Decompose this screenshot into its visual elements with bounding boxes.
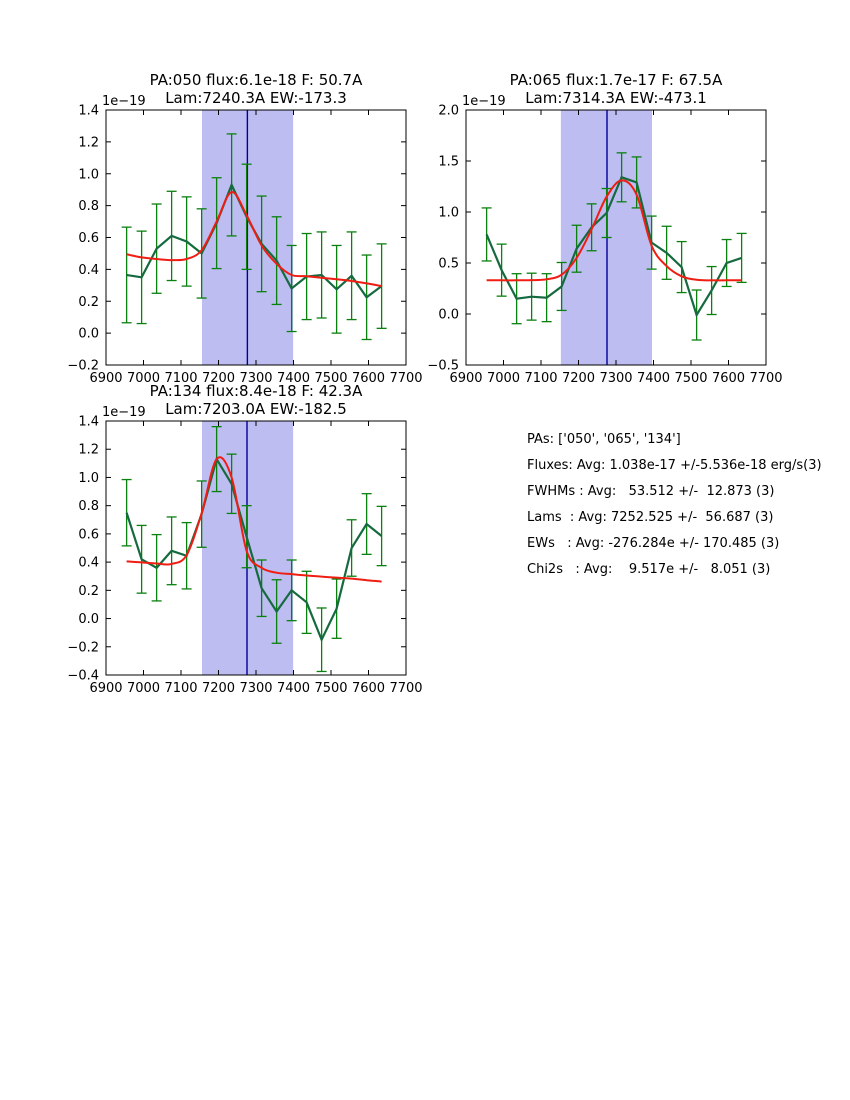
spectrum-chart-2 xyxy=(396,62,792,399)
y-tick-label: 1.2 xyxy=(78,442,99,458)
y-tick-label: 0.6 xyxy=(78,527,99,543)
x-tick-label: 7600 xyxy=(711,371,746,386)
y-tick-label: 1.0 xyxy=(78,167,99,183)
y-tick-label: 0.0 xyxy=(78,612,99,628)
x-tick-label: 7000 xyxy=(126,371,161,386)
y-tick-label: 0.8 xyxy=(78,499,99,515)
x-tick-label: 7100 xyxy=(164,681,198,696)
spectrum-chart-1 xyxy=(36,62,432,399)
y-tick-label: 1.4 xyxy=(78,103,99,119)
chart-title-line-2: Lam:7203.0A EW:-182.5 xyxy=(165,400,347,418)
x-tick-label: 7500 xyxy=(314,371,348,386)
y-tick-label: 0.8 xyxy=(78,199,99,215)
y-tick-label: 2.0 xyxy=(438,103,459,119)
x-tick-label: 7400 xyxy=(276,371,311,386)
y-tick-label: 0.6 xyxy=(78,231,99,246)
x-tick-label: 7200 xyxy=(201,371,236,386)
x-tick-label: 7200 xyxy=(561,371,596,386)
spectrum-chart-3 xyxy=(36,373,432,709)
x-tick-label: 6900 xyxy=(449,371,483,386)
stats-line-ews: EWs : Avg: -276.284e +/- 170.485 (3) xyxy=(527,536,780,551)
x-tick-label: 7400 xyxy=(276,681,311,696)
x-tick-label: 7700 xyxy=(749,371,783,386)
y-tick-label: 0.2 xyxy=(78,294,99,310)
x-tick-label: 7000 xyxy=(126,681,161,696)
y-tick-label: 0.5 xyxy=(438,256,459,272)
y-axis-offset-label: 1e−19 xyxy=(462,94,506,109)
x-tick-label: 7400 xyxy=(636,371,671,386)
x-tick-label: 7700 xyxy=(389,681,423,696)
chart-title-line-2: Lam:7314.3A EW:-473.1 xyxy=(525,89,707,107)
y-tick-label: −0.2 xyxy=(67,358,99,374)
y-tick-label: 0.0 xyxy=(438,307,459,323)
x-tick-label: 7100 xyxy=(524,371,558,386)
x-tick-label: 7000 xyxy=(486,371,521,386)
stats-line-fluxes: Fluxes: Avg: 1.038e-17 +/-5.536e-18 erg/s(3) xyxy=(527,458,822,473)
x-tick-label: 7300 xyxy=(239,681,273,696)
y-tick-label: 1.4 xyxy=(78,414,99,430)
chart-title-line-1: PA:065 flux:1.7e-17 F: 67.5A xyxy=(509,71,723,89)
y-axis-offset-label: 1e−19 xyxy=(102,405,146,420)
y-tick-label: 0.0 xyxy=(78,326,99,342)
chart-title-line-1: PA:134 flux:8.4e-18 F: 42.3A xyxy=(149,382,363,400)
stats-line-pas: PAs: ['050', '065', '134'] xyxy=(527,432,681,447)
stats-line-fwhms: FWHMs : Avg: 53.512 +/- 12.873 (3) xyxy=(527,484,775,499)
x-tick-label: 7600 xyxy=(351,371,386,386)
x-tick-label: 7200 xyxy=(201,681,236,696)
x-tick-label: 6900 xyxy=(89,681,123,696)
x-tick-label: 6900 xyxy=(89,371,123,386)
y-axis-offset-label: 1e−19 xyxy=(102,94,146,109)
y-tick-label: −0.2 xyxy=(67,640,99,656)
y-tick-label: 0.4 xyxy=(78,262,99,278)
summary-stats-panel xyxy=(527,427,822,583)
stats-line-chi2s: Chi2s : Avg: 9.517e +/- 8.051 (3) xyxy=(527,562,771,577)
stats-line-lams: Lams : Avg: 7252.525 +/- 56.687 (3) xyxy=(527,510,774,525)
x-tick-label: 7300 xyxy=(239,371,273,386)
x-tick-label: 7600 xyxy=(351,681,386,696)
y-tick-label: −0.5 xyxy=(427,358,459,374)
y-tick-label: 0.2 xyxy=(78,583,99,599)
y-tick-label: 0.4 xyxy=(78,555,99,571)
x-tick-label: 7300 xyxy=(599,371,633,386)
y-tick-label: 1.5 xyxy=(438,154,459,170)
x-tick-label: 7500 xyxy=(314,681,348,696)
x-tick-label: 7100 xyxy=(164,371,198,386)
y-tick-label: 1.0 xyxy=(438,205,459,221)
chart-title-line-2: Lam:7240.3A EW:-173.3 xyxy=(165,89,347,107)
y-tick-label: 1.0 xyxy=(78,470,99,486)
chart-title-line-1: PA:050 flux:6.1e-18 F: 50.7A xyxy=(149,71,363,89)
y-tick-label: −0.4 xyxy=(67,668,99,684)
y-tick-label: 1.2 xyxy=(78,135,99,151)
x-tick-label: 7700 xyxy=(389,371,423,386)
x-tick-label: 7500 xyxy=(674,371,708,386)
